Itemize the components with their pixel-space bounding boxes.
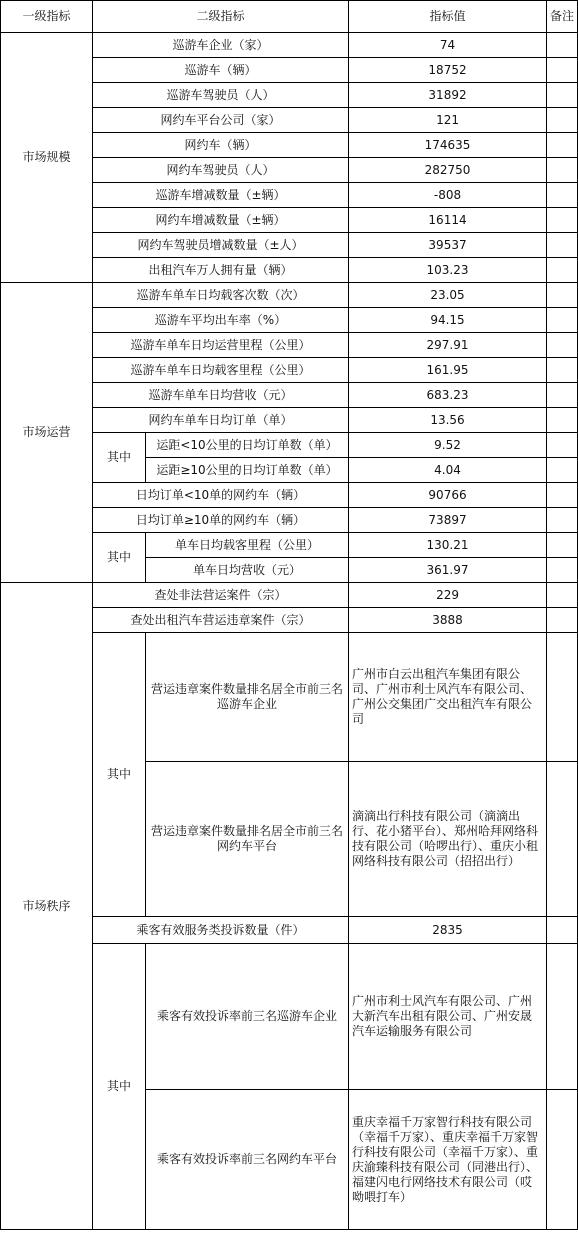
row-note xyxy=(547,458,578,483)
row-value: 683.23 xyxy=(349,383,547,408)
row-note xyxy=(547,944,578,1090)
header-level1: 一级指标 xyxy=(1,1,93,33)
row-label: 营运违章案件数量排名居全市前三名网约车平台 xyxy=(146,762,349,917)
row-label: 单车日均载客里程（公里） xyxy=(146,533,349,558)
row-note xyxy=(547,608,578,633)
row-value: 103.23 xyxy=(349,258,547,283)
row-value: 9.52 xyxy=(349,433,547,458)
row-note xyxy=(547,508,578,533)
row-label: 日均订单<10单的网约车（辆） xyxy=(93,483,349,508)
row-label: 乘客有效服务类投诉数量（件） xyxy=(93,917,349,944)
row-note xyxy=(547,133,578,158)
row-label: 巡游车驾驶员（人） xyxy=(93,83,349,108)
row-note xyxy=(547,383,578,408)
row-value: 361.97 xyxy=(349,558,547,583)
row-label: 巡游车单车日均营收（元） xyxy=(93,383,349,408)
row-label: 巡游车增减数量（±辆） xyxy=(93,183,349,208)
row-note xyxy=(547,108,578,133)
row-value: 39537 xyxy=(349,233,547,258)
row-value: 74 xyxy=(349,33,547,58)
row-note xyxy=(547,158,578,183)
row-value: 90766 xyxy=(349,483,547,508)
row-value: 4.04 xyxy=(349,458,547,483)
row-label: 单车日均营收（元） xyxy=(146,558,349,583)
row-label: 网约车增减数量（±辆） xyxy=(93,208,349,233)
row-note xyxy=(547,1090,578,1230)
row-label: 巡游车单车日均载客里程（公里） xyxy=(93,358,349,383)
row-note xyxy=(547,358,578,383)
row-note xyxy=(547,533,578,558)
row-note xyxy=(547,433,578,458)
qizhong-label: 其中 xyxy=(93,944,146,1230)
row-value: 滴滴出行科技有限公司（滴滴出行、花小猪平台）、郑州哈拜网络科技有限公司（哈啰出行）、重庆小租网络科技有限公司（招招出行） xyxy=(349,762,547,917)
row-label: 运距<10公里的日均订单数（单） xyxy=(146,433,349,458)
row-label: 巡游车企业（家） xyxy=(93,33,349,58)
row-value: 16114 xyxy=(349,208,547,233)
qizhong-label: 其中 xyxy=(93,633,146,917)
row-label: 网约车（辆） xyxy=(93,133,349,158)
row-note xyxy=(547,333,578,358)
row-value: 31892 xyxy=(349,83,547,108)
row-note xyxy=(547,583,578,608)
row-value: 18752 xyxy=(349,58,547,83)
row-value: 297.91 xyxy=(349,333,547,358)
row-label: 网约车单车日均订单（单） xyxy=(93,408,349,433)
row-value: 121 xyxy=(349,108,547,133)
row-label: 出租汽车万人拥有量（辆） xyxy=(93,258,349,283)
row-value: 229 xyxy=(349,583,547,608)
row-value: 161.95 xyxy=(349,358,547,383)
row-value: 130.21 xyxy=(349,533,547,558)
row-note xyxy=(547,483,578,508)
row-label: 巡游车（辆） xyxy=(93,58,349,83)
row-label: 网约车驾驶员增减数量（±人） xyxy=(93,233,349,258)
row-label: 巡游车单车日均载客次数（次） xyxy=(93,283,349,308)
row-note xyxy=(547,762,578,917)
row-label: 运距≥10公里的日均订单数（单） xyxy=(146,458,349,483)
row-note xyxy=(547,408,578,433)
row-label: 日均订单≥10单的网约车（辆） xyxy=(93,508,349,533)
row-label: 巡游车平均出车率（%） xyxy=(93,308,349,333)
table-row xyxy=(1,283,578,308)
row-value: 23.05 xyxy=(349,283,547,308)
row-value: -808 xyxy=(349,183,547,208)
row-note xyxy=(547,633,578,762)
row-value: 3888 xyxy=(349,608,547,633)
table-row xyxy=(1,583,578,608)
row-value: 94.15 xyxy=(349,308,547,333)
row-note xyxy=(547,208,578,233)
qizhong-label: 其中 xyxy=(93,433,146,483)
row-note xyxy=(547,183,578,208)
row-note xyxy=(547,258,578,283)
table-row xyxy=(1,33,578,58)
row-label: 乘客有效投诉率前三名巡游车企业 xyxy=(146,944,349,1090)
row-value: 282750 xyxy=(349,158,547,183)
header-value: 指标值 xyxy=(349,1,547,33)
row-label: 查处出租汽车营运违章案件（宗） xyxy=(93,608,349,633)
header-row xyxy=(1,1,578,33)
row-value: 广州市白云出租汽车集团有限公司、广州市利士风汽车有限公司、广州公交集团广交出租汽车有限公司 xyxy=(349,633,547,762)
section-operation: 市场运营 xyxy=(1,283,93,583)
row-label: 乘客有效投诉率前三名网约车平台 xyxy=(146,1090,349,1230)
row-note xyxy=(547,233,578,258)
row-note xyxy=(547,917,578,944)
row-label: 营运违章案件数量排名居全市前三名巡游车企业 xyxy=(146,633,349,762)
row-label: 巡游车单车日均运营里程（公里） xyxy=(93,333,349,358)
row-value: 73897 xyxy=(349,508,547,533)
header-level2: 二级指标 xyxy=(93,1,349,33)
section-scale: 市场规模 xyxy=(1,33,93,283)
row-note xyxy=(547,283,578,308)
row-note xyxy=(547,33,578,58)
row-value: 174635 xyxy=(349,133,547,158)
row-value: 2835 xyxy=(349,917,547,944)
row-value: 广州市利士风汽车有限公司、广州大新汽车出租有限公司、广州安晟汽车运输服务有限公司 xyxy=(349,944,547,1090)
row-label: 网约车驾驶员（人） xyxy=(93,158,349,183)
qizhong-label: 其中 xyxy=(93,533,146,583)
header-note: 备注 xyxy=(547,1,578,33)
row-note xyxy=(547,308,578,333)
row-note xyxy=(547,58,578,83)
row-value: 13.56 xyxy=(349,408,547,433)
row-note xyxy=(547,83,578,108)
row-value: 重庆幸福千万家智行科技有限公司（幸福千万家）、重庆幸福千万家智行科技有限公司（幸福千万家）、重庆渝臻科技有限公司（同港出行）、福建闪电行网络技术有限公司（哎呦喂打车） xyxy=(349,1090,547,1230)
section-order: 市场秩序 xyxy=(1,583,93,1230)
row-label: 网约车平台公司（家） xyxy=(93,108,349,133)
row-note xyxy=(547,558,578,583)
row-label: 查处非法营运案件（宗） xyxy=(93,583,349,608)
